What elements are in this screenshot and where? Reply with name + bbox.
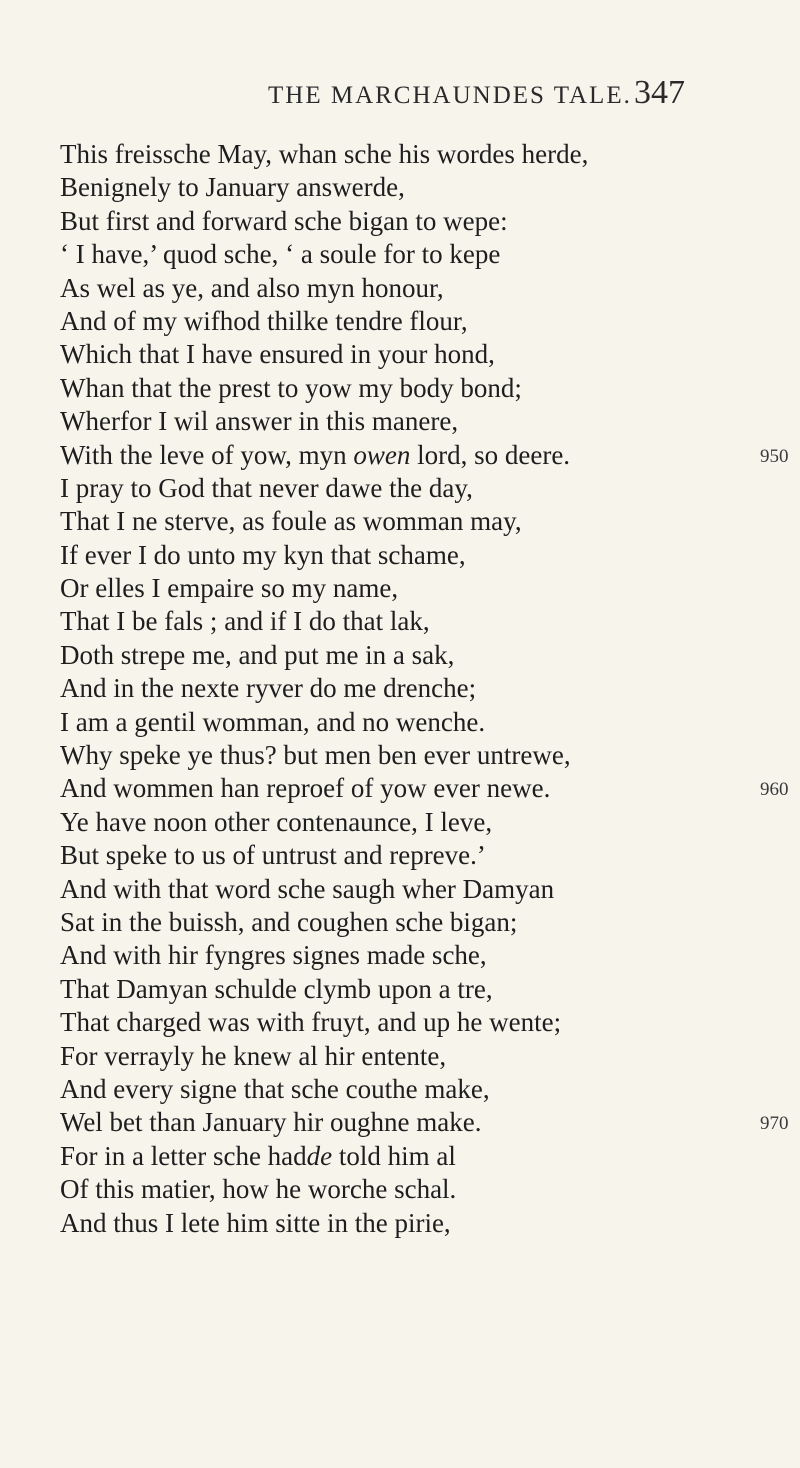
- verse-line: [60, 505, 760, 538]
- verse-line: [60, 772, 789, 805]
- verse-line: [60, 672, 760, 705]
- running-title: THE MARCHAUNDES TALE.: [268, 82, 632, 109]
- verse-text: Why speke ye thus? but men ben ever untrewe,: [60, 740, 571, 771]
- verse-text: And of my wifhod thilke tendre flour,: [60, 305, 468, 336]
- verse-text: This freissche May, whan sche his wordes herde,: [60, 139, 589, 169]
- verse-text: Of this matier, how he worche schal.: [60, 1174, 457, 1205]
- verse-text: And wommen han reproef of yow ever newe.: [60, 773, 551, 804]
- verse-line: [60, 1140, 760, 1173]
- verse-text: Ye have noon other contenaunce, I leve,: [60, 806, 493, 837]
- verse-text: For in a letter sche had: [60, 1140, 307, 1171]
- verse-text: That Damyan schulde clymb upon a tre,: [60, 973, 493, 1004]
- verse-text: I am a gentil womman, and no wenche.: [60, 706, 486, 737]
- verse-text: That charged was with fruyt, and up he wente;: [60, 1007, 562, 1038]
- verse-line: [60, 906, 760, 939]
- verse-line: [60, 706, 760, 739]
- verse-text: Sat in the buissh, and coughen sche bigan;: [60, 906, 518, 937]
- verse-line: [60, 1207, 760, 1240]
- verse-line: [60, 539, 760, 572]
- verse-text: told him al: [332, 1140, 456, 1171]
- verse-line: [60, 305, 760, 338]
- verse-text: That I be fals ; and if I do that lak,: [60, 606, 430, 637]
- verse-text: Which that I have ensured in your hond,: [60, 339, 495, 370]
- verse-line: [60, 739, 760, 772]
- verse-line: [60, 806, 760, 839]
- line-number: 950: [760, 445, 789, 467]
- verse-line: [60, 439, 789, 472]
- verse-line: [60, 605, 760, 638]
- verse-text: With the leve of yow, myn: [60, 439, 354, 470]
- verse-line: [60, 1173, 760, 1206]
- page-number: 347: [634, 74, 685, 111]
- verse-text: lord, so deere.: [410, 439, 571, 470]
- line-number: 970: [760, 1113, 789, 1135]
- verse-line: [60, 171, 760, 204]
- verse-text: And with that word sche saugh wher Damyan: [60, 873, 555, 904]
- verse-text: As wel as ye, and also myn honour,: [60, 272, 444, 303]
- verse-text: Wherfor I wil answer in this manere,: [60, 406, 459, 437]
- verse-line: [60, 639, 760, 672]
- verse-block: [60, 138, 789, 1240]
- verse-text: ‘ I have,’ quod sche, ‘ a soule for to kepe: [60, 239, 501, 270]
- verse-line: [60, 205, 760, 238]
- verse-text: Whan that the prest to yow my body bond;: [60, 372, 522, 403]
- verse-text: I pray to God that never dawe the day,: [60, 472, 473, 503]
- verse-line: [60, 372, 760, 405]
- verse-line: [60, 138, 760, 171]
- verse-text: But first and forward sche bigan to wepe:: [60, 205, 508, 236]
- verse-line: [60, 272, 760, 305]
- verse-text: And in the nexte ryver do me drenche;: [60, 673, 477, 704]
- verse-text: Doth strepe me, and put me in a sak,: [60, 639, 455, 670]
- verse-line: [60, 338, 760, 371]
- verse-line: [60, 572, 760, 605]
- verse-text: Or elles I empaire so my name,: [60, 573, 399, 604]
- verse-text: If ever I do unto my kyn that schame,: [60, 539, 466, 570]
- verse-line: [60, 939, 760, 972]
- verse-text: Wel bet than January hir oughne make.: [60, 1107, 482, 1138]
- verse-line: [60, 1106, 789, 1139]
- verse-text-italic: owen: [353, 439, 411, 470]
- page-header: [0, 74, 800, 122]
- verse-text: That I ne sterve, as foule as womman may,: [60, 506, 522, 537]
- verse-text: And thus I lete him sitte in the pirie,: [60, 1207, 451, 1238]
- verse-text: Benignely to January answerde,: [60, 172, 405, 203]
- verse-line: [60, 1073, 760, 1106]
- verse-line: [60, 405, 760, 438]
- verse-text: For verrayly he knew al hir entente,: [60, 1040, 447, 1071]
- verse-text: And with hir fyngres signes made sche,: [60, 940, 487, 971]
- verse-line: [60, 472, 760, 505]
- verse-line: [60, 973, 760, 1006]
- verse-line: [60, 1006, 760, 1039]
- verse-line: [60, 839, 760, 872]
- verse-text-italic: de: [306, 1140, 333, 1171]
- verse-line: [60, 1040, 760, 1073]
- verse-line: [60, 873, 760, 906]
- verse-line: [60, 238, 760, 271]
- verse-text: And every signe that sche couthe make,: [60, 1073, 490, 1104]
- line-number: 960: [760, 779, 789, 801]
- verse-text: But speke to us of untrust and repreve.’: [60, 840, 486, 871]
